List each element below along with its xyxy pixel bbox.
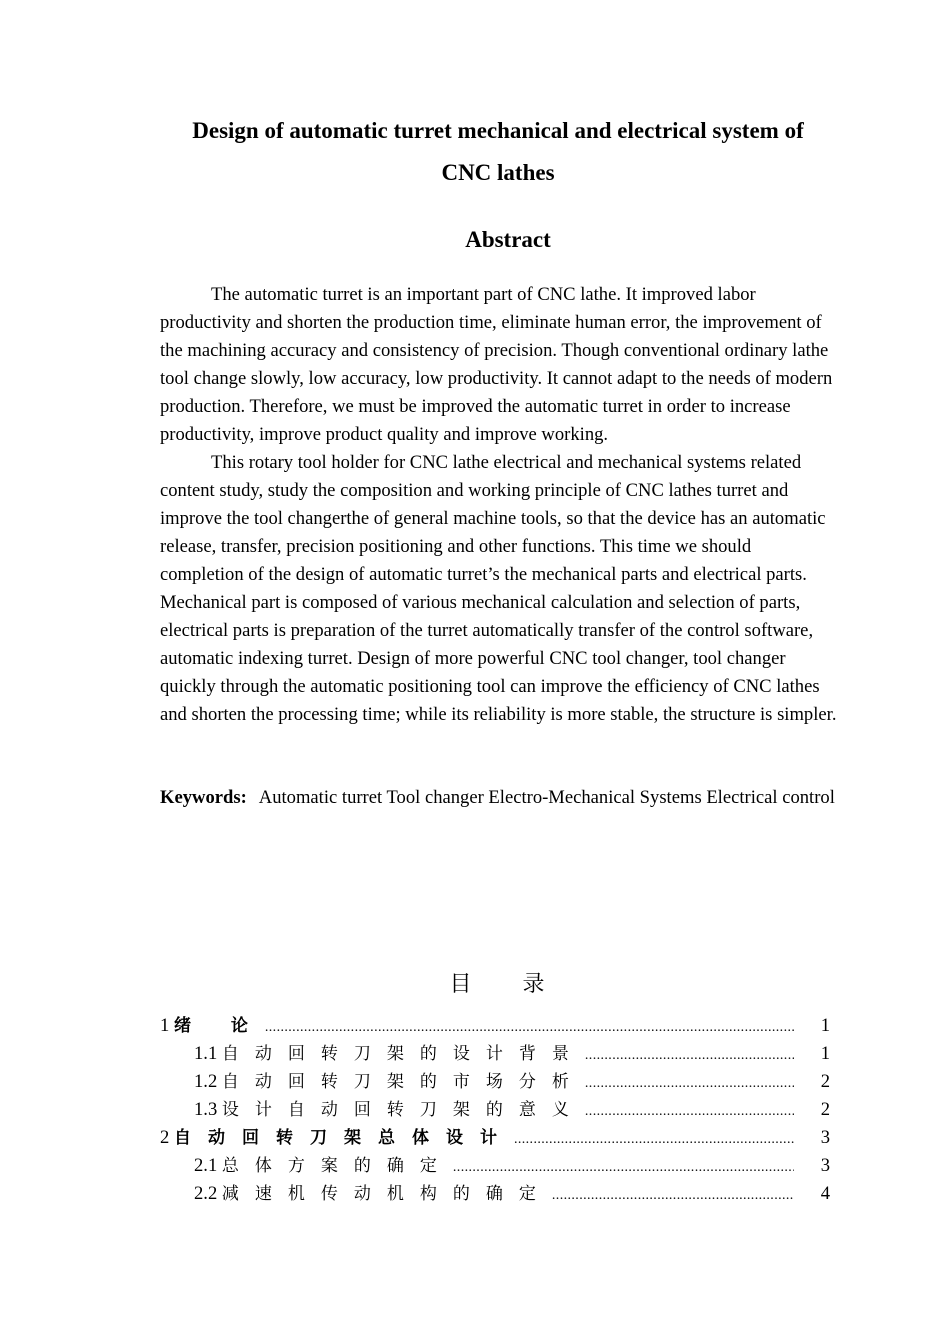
toc-title: 目 录 <box>449 972 567 997</box>
toc-entry-number: 2 <box>160 1127 174 1148</box>
toc-entry[interactable] <box>160 1152 830 1180</box>
toc-entry-label: 设计自动回转刀架的意义 <box>221 1100 585 1120</box>
abstract-heading: Abstract <box>465 227 551 252</box>
toc-entry-page: 4 <box>820 1183 830 1204</box>
title-line-1: Design of automatic turret mechanical and electrical system of <box>192 118 804 143</box>
toc-entry-page: 2 <box>820 1071 830 1092</box>
abstract-paragraph-1: The automatic turret is an important part of CNC lathe. It improved labor productivity and shorten the production time, eliminate human error, the improvement of the machining accuracy and consistency of precision. Though conventional ordinary lathe tool change slowly, low accuracy, low productivity. It cannot adapt to the needs of modern production. Therefore, we must be improved the automatic turret in order to increase productivity, improve product quality and improve working. <box>160 284 833 445</box>
toc-entry[interactable] <box>160 1096 830 1124</box>
abstract-body <box>160 281 838 729</box>
toc-entry-label: 减速机传动机构的确定 <box>221 1184 552 1204</box>
toc-entry-number: 2.2 <box>194 1183 222 1204</box>
toc-leader-dots <box>552 1182 794 1210</box>
toc-entry[interactable] <box>160 1068 830 1096</box>
toc-leader-dots <box>585 1098 794 1126</box>
toc-entry-label: 自动回转刀架的市场分析 <box>221 1072 585 1092</box>
document-title <box>160 110 836 194</box>
table-of-contents <box>160 1012 830 1208</box>
toc-entry[interactable] <box>160 1124 830 1152</box>
toc-leader-dots <box>585 1070 794 1098</box>
toc-entry-number: 2.1 <box>194 1155 222 1176</box>
toc-entry[interactable] <box>160 1012 830 1040</box>
title-line-2: CNC lathes <box>441 160 555 185</box>
keywords-label: Keywords: <box>160 787 247 808</box>
toc-entry-label: 绪 论 <box>173 1016 265 1036</box>
toc-entry[interactable] <box>160 1040 830 1068</box>
toc-leader-dots <box>453 1154 794 1182</box>
toc-entry-number: 1.1 <box>194 1043 222 1064</box>
toc-entry-page: 1 <box>820 1015 830 1036</box>
toc-entry-page: 3 <box>820 1155 830 1176</box>
toc-entry[interactable] <box>160 1180 830 1208</box>
toc-entry-label: 总体方案的确定 <box>221 1156 453 1176</box>
keywords <box>160 784 838 812</box>
toc-entry-number: 1 <box>160 1015 174 1036</box>
abstract-paragraph-2: This rotary tool holder for CNC lathe electrical and mechanical systems related content study, study the composition and working principle of CNC lathes turret and improve the tool changerthe of general machine tools, so that the device has an automatic release, transfer, precision positioning and other functions. This time we should completion of the design of automatic turret’s the mechanical parts and electrical parts. Mechanical part is composed of various mechanical calculation and selection of parts, electrical parts is preparation of the turret automatically transfer of the control software, automatic indexing turret. Design of more powerful CNC tool changer, tool changer quickly through the automatic positioning tool can improve the efficiency of CNC lathes and shorten the processing time; while its reliability is more stable, the structure is simpler. <box>160 452 837 725</box>
toc-entry-page: 2 <box>820 1099 830 1120</box>
toc-entry-label: 自动回转刀架的设计背景 <box>221 1044 585 1064</box>
toc-leader-dots <box>585 1042 794 1070</box>
toc-entry-number: 1.3 <box>194 1099 222 1120</box>
keywords-text: Automatic turret Tool changer Electro-Mechanical Systems Electrical control <box>258 787 835 808</box>
toc-entry-label: 自动回转刀架总体设计 <box>173 1128 514 1148</box>
toc-leader-dots <box>265 1014 794 1042</box>
toc-entry-number: 1.2 <box>194 1071 222 1092</box>
toc-entry-page: 3 <box>820 1127 830 1148</box>
toc-entry-page: 1 <box>820 1043 830 1064</box>
toc-leader-dots <box>514 1126 794 1154</box>
